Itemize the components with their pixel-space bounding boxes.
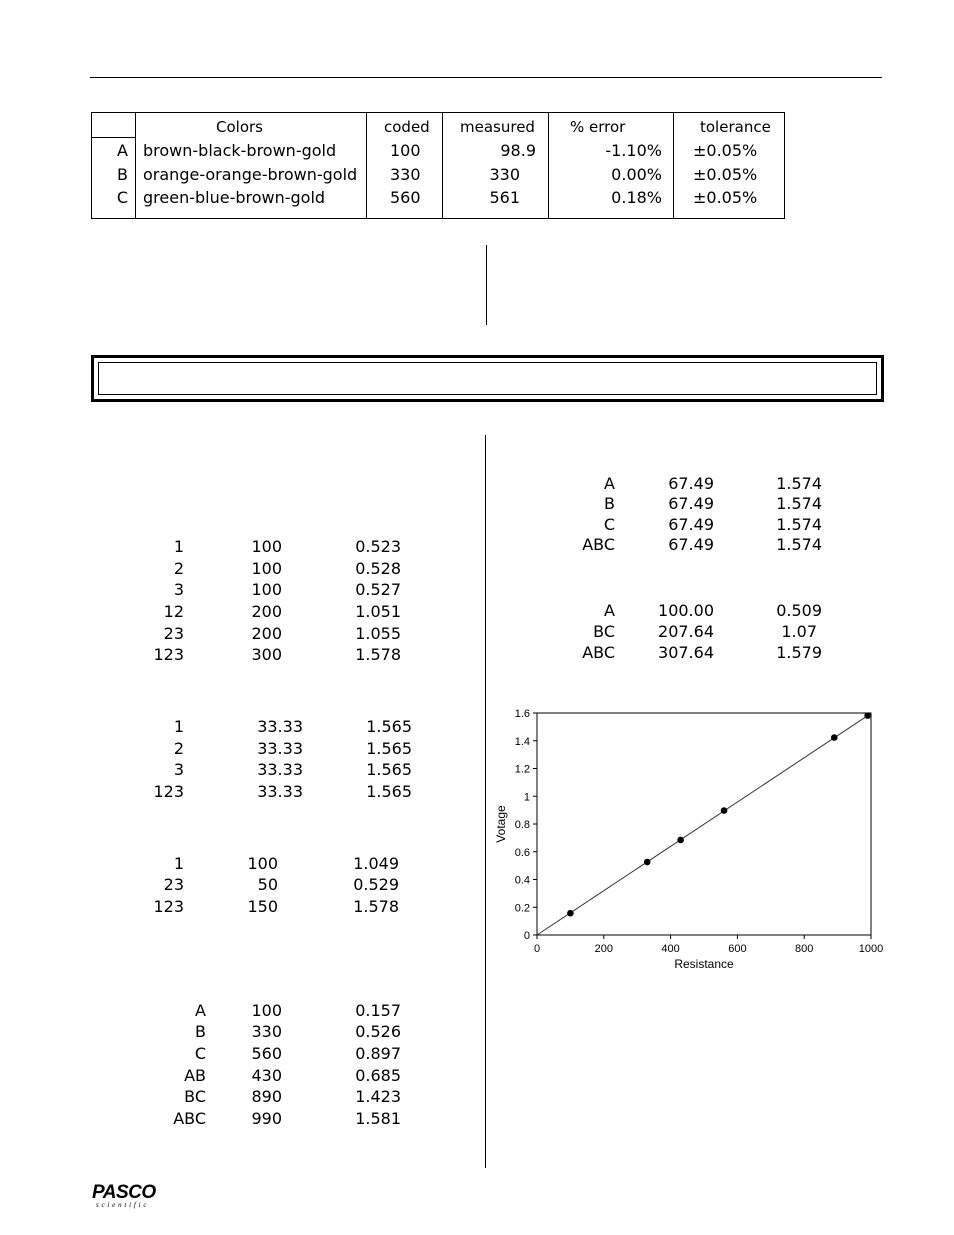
voltage-value: 1.581: [355, 1109, 401, 1128]
resistance-value: 560: [251, 1044, 282, 1063]
resistance-value: 200: [251, 624, 282, 643]
circuit-label: 123: [153, 782, 184, 801]
resistance-value: 200: [251, 602, 282, 621]
column-header-error: % error: [570, 118, 626, 136]
resistance-value: 100: [251, 1001, 282, 1020]
x-tick-label: 1000: [858, 943, 884, 955]
column-divider: [486, 245, 487, 325]
fit-line: [537, 713, 871, 935]
circuit-label: 1: [173, 537, 184, 556]
y-tick-label: 0.2: [514, 902, 530, 915]
circuit-label: ABC: [173, 1109, 206, 1128]
resistance-value: 150: [247, 897, 278, 916]
row-coded: 100: [390, 141, 421, 160]
resistance-value: 300: [251, 645, 282, 664]
header-underline: [92, 137, 135, 138]
circuit-label: BC: [593, 622, 615, 641]
circuit-label: BC: [184, 1087, 206, 1106]
table-divider: [673, 113, 674, 218]
data-point: [567, 910, 574, 917]
data-point: [721, 807, 728, 814]
circuit-label: 12: [163, 602, 184, 621]
voltage-value: 1.565: [366, 717, 412, 736]
section-banner: [91, 355, 884, 402]
row-colors: orange-orange-brown-gold: [143, 165, 358, 184]
row-error: 0.00%: [611, 165, 662, 184]
voltage-value: 1.579: [776, 643, 822, 662]
logo-wordmark: PASCO: [92, 1182, 156, 1203]
resistance-value: 207.64: [658, 622, 714, 641]
data-point: [677, 837, 684, 844]
resistance-value: 33.33: [257, 717, 303, 736]
resistance-value: 33.33: [257, 739, 303, 758]
row-tolerance: ±0.05%: [693, 188, 758, 207]
circuit-label: A: [604, 474, 615, 493]
column-header-coded: coded: [384, 118, 430, 136]
resistance-value: 330: [251, 1022, 282, 1041]
voltage-value: 1.049: [353, 854, 399, 873]
row-error: -1.10%: [605, 141, 662, 160]
circuit-label: 2: [173, 739, 184, 758]
voltage-value: 0.526: [355, 1022, 401, 1041]
circuit-label: 23: [163, 624, 184, 643]
section-banner-inner: [98, 362, 877, 395]
resistance-value: 990: [251, 1109, 282, 1128]
voltage-value: 0.897: [355, 1044, 401, 1063]
circuit-label: 2: [173, 559, 184, 578]
resistance-value: 33.33: [257, 760, 303, 779]
voltage-value: 1.423: [355, 1087, 401, 1106]
circuit-label: A: [195, 1001, 206, 1020]
circuit-label: 3: [173, 580, 184, 599]
row-measured: 330: [489, 165, 520, 184]
resistance-value: 33.33: [257, 782, 303, 801]
voltage-value: 1.578: [355, 645, 401, 664]
voltage-value: 0.528: [355, 559, 401, 578]
voltage-value: 1.574: [776, 474, 822, 493]
logo-subtitle: scientific: [96, 1201, 150, 1209]
circuit-label: 3: [173, 760, 184, 779]
row-measured: 561: [489, 188, 520, 207]
data-point: [644, 859, 651, 866]
column-divider: [485, 435, 486, 1168]
resistance-value: 307.64: [658, 643, 714, 662]
y-tick-label: 0.8: [514, 819, 530, 831]
row-label: B: [117, 165, 128, 184]
x-tick-label: 600: [728, 943, 747, 955]
voltage-value: 1.051: [355, 602, 401, 621]
row-label: C: [116, 188, 128, 207]
circuit-label: 123: [153, 645, 184, 664]
resistance-value: 430: [251, 1066, 282, 1085]
voltage-value: 0.527: [355, 580, 401, 599]
resistance-value: 67.49: [668, 494, 714, 513]
x-tick-label: 400: [661, 943, 680, 955]
pasco-logo: [90, 1180, 178, 1210]
voltage-value: 0.523: [355, 537, 401, 556]
circuit-label: 123: [153, 897, 184, 916]
x-tick-label: 200: [594, 943, 613, 955]
voltage-value: 1.565: [366, 739, 412, 758]
resistance-value: 100: [251, 559, 282, 578]
column-header-measured: measured: [460, 118, 535, 136]
row-colors: green-blue-brown-gold: [143, 188, 326, 207]
voltage-value: 1.574: [776, 494, 822, 513]
voltage-value: 0.509: [776, 601, 822, 620]
column-header-tolerance: tolerance: [700, 118, 771, 136]
circuit-label: 23: [163, 875, 184, 894]
y-tick-label: 0: [523, 930, 530, 942]
row-label: A: [117, 141, 128, 160]
resistance-value: 100: [251, 580, 282, 599]
row-coded: 560: [390, 188, 421, 207]
circuit-label: ABC: [582, 643, 615, 662]
row-tolerance: ±0.05%: [693, 165, 758, 184]
x-tick-label: 0: [533, 943, 541, 955]
voltage-value: 1.574: [776, 515, 822, 534]
voltage-value: 1.565: [366, 760, 412, 779]
table-divider: [548, 113, 549, 218]
voltage-value: 1.578: [353, 897, 399, 916]
voltage-value: 0.529: [353, 875, 399, 894]
voltage-value: 1.055: [355, 624, 401, 643]
data-point: [831, 734, 838, 741]
table-divider: [366, 113, 367, 218]
table-divider: [135, 113, 136, 218]
data-point: [864, 712, 871, 719]
y-tick-label: 0.4: [514, 874, 530, 887]
resistance-value: 67.49: [668, 535, 714, 554]
circuit-label: C: [603, 515, 615, 534]
row-measured: 98.9: [500, 141, 536, 160]
circuit-label: A: [604, 601, 615, 620]
y-tick-label: 1.2: [514, 763, 530, 776]
circuit-label: 1: [173, 717, 184, 736]
row-error: 0.18%: [611, 188, 662, 207]
row-tolerance: ±0.05%: [693, 141, 758, 160]
voltage-resistance-chart: [490, 700, 890, 980]
column-header-colors: Colors: [216, 118, 263, 136]
circuit-label: 1: [173, 854, 184, 873]
y-tick-label: 1: [523, 791, 530, 804]
y-tick-label: 1.4: [514, 735, 530, 748]
circuit-label: B: [195, 1022, 206, 1041]
voltage-value: 1.07: [781, 622, 817, 641]
header-rule: [90, 77, 882, 78]
y-axis-label: Votage: [494, 805, 508, 843]
resistor-table: [91, 112, 785, 219]
row-coded: 330: [390, 165, 421, 184]
voltage-value: 0.157: [355, 1001, 401, 1020]
circuit-label: B: [604, 494, 615, 513]
row-colors: brown-black-brown-gold: [143, 141, 337, 160]
x-axis-label: Resistance: [674, 957, 734, 971]
circuit-label: ABC: [582, 535, 615, 554]
x-tick-label: 800: [795, 943, 814, 955]
y-tick-label: 1.6: [514, 708, 530, 720]
circuit-label: AB: [184, 1066, 206, 1085]
resistance-value: 100: [251, 537, 282, 556]
table-divider: [442, 113, 443, 218]
voltage-value: 1.574: [776, 535, 822, 554]
voltage-value: 1.565: [366, 782, 412, 801]
resistance-value: 67.49: [668, 474, 714, 493]
resistance-value: 890: [251, 1087, 282, 1106]
resistance-value: 50: [257, 875, 278, 894]
circuit-label: C: [194, 1044, 206, 1063]
resistance-value: 100: [247, 854, 278, 873]
y-tick-label: 0.6: [514, 846, 530, 859]
resistance-value: 100.00: [658, 601, 714, 620]
resistance-value: 67.49: [668, 515, 714, 534]
voltage-value: 0.685: [355, 1066, 401, 1085]
